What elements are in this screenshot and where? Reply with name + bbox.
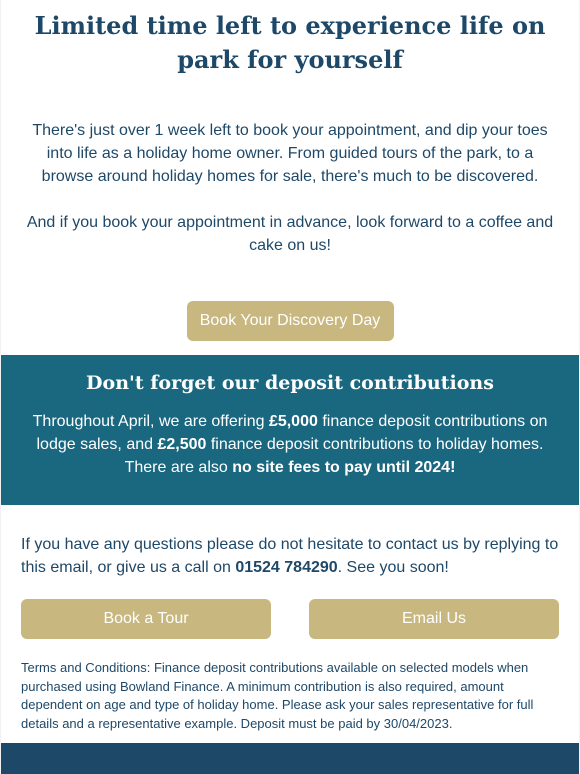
book-discovery-day-button[interactable]: Book Your Discovery Day — [187, 301, 394, 341]
deposit-title: Don't forget our deposit contributions — [86, 372, 494, 394]
deposit-section — [1, 355, 579, 505]
contact-text — [21, 533, 561, 579]
deposit-text-part: finance deposit contributions to holiday homes. There are also — [124, 436, 544, 476]
lodge-amount: £5,000 — [268, 413, 318, 430]
email-us-button[interactable]: Email Us — [309, 599, 559, 639]
phone-number[interactable]: 01524 784290 — [235, 559, 338, 576]
action-buttons — [21, 599, 559, 639]
book-tour-button[interactable]: Book a Tour — [21, 599, 271, 639]
email-body — [1, 0, 579, 774]
site-fees-offer: no site fees to pay until 2024! — [232, 459, 456, 476]
hero-title: Limited time left to experience life on park for yourself — [34, 11, 546, 74]
deposit-text-part: finance deposit contributions on lodge sales, and — [36, 413, 548, 453]
terms-and-conditions: Terms and Conditions: Finance deposit contributions available on selected models when purchased using Bowland Finance. A minimum contribution is also required, amount dependent on age and type of holiday home. Please ask your sales representative for full details and a representative example. Deposit must be paid by 30/04/2023. — [21, 660, 534, 731]
deposit-text — [1, 410, 579, 479]
intro-paragraph: There's just over 1 week left to book your appointment, and dip your toes into life as a holiday home owner. From guided tours of the park, to a browse around holiday homes for sale, there's much to be discovered. — [32, 122, 548, 185]
contact-text-part: If you have any questions please do not hesitate to contact us by replying to this email, or give us a call on — [21, 536, 559, 576]
offer-paragraph: And if you book your appointment in advance, look forward to a coffee and cake on us! — [26, 214, 554, 254]
holiday-home-amount: £2,500 — [157, 436, 207, 453]
deposit-text-part: Throughout April, we are offering — [32, 413, 269, 430]
footer-band — [1, 743, 579, 774]
contact-text-part: . See you soon! — [337, 559, 449, 576]
